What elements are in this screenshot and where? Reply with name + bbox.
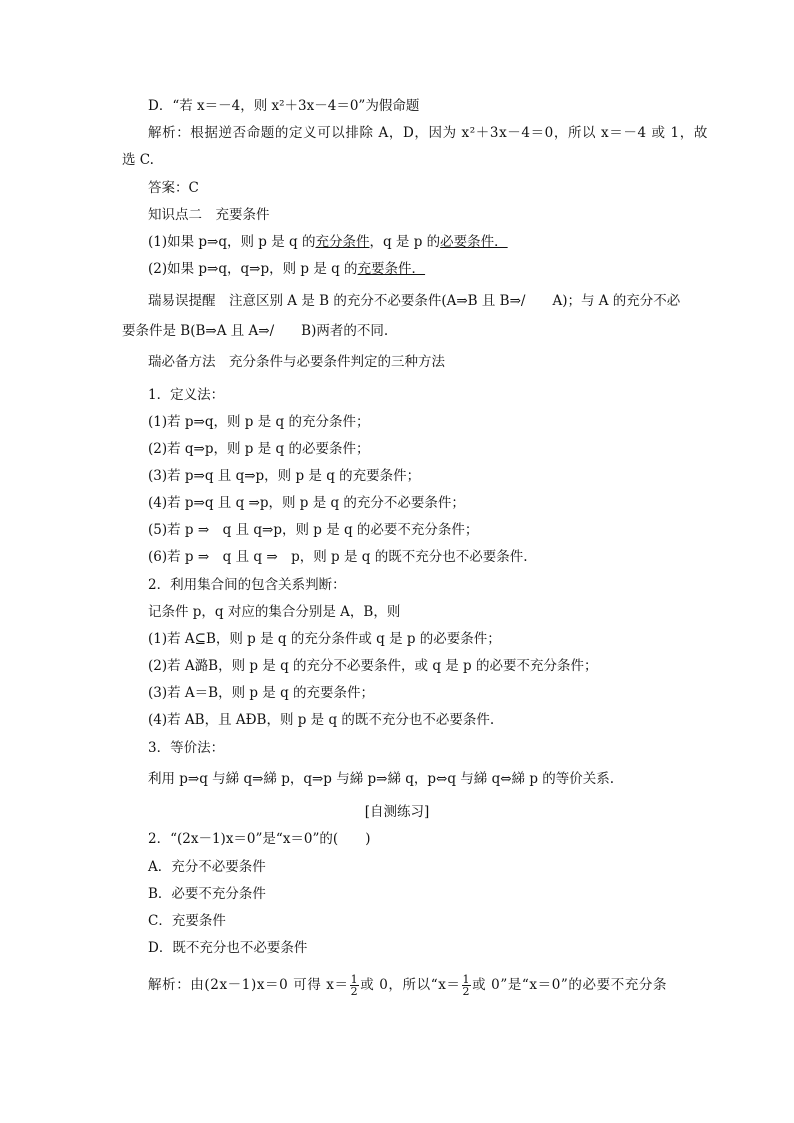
method-1-item-4: (4)若 p⇒q 且 q ⇒p，则 p 是 q 的充分不必要条件； [148, 495, 465, 511]
error-reminder-line-2: 要条件是 B(B⇒A 且 A⇒/ B)两者的不同. [122, 323, 389, 339]
fraction-denominator: 2 [462, 985, 471, 998]
method-1-item-6: (6)若 p ⇒ q 且 q ⇒ p，则 p 是 q 的既不充分也不必要条件. [148, 549, 528, 565]
fraction-denominator: 2 [350, 985, 359, 998]
knowledge-point-2-title: 知识点二 充要条件 [148, 207, 270, 223]
method-3-title: 3．等价法： [148, 740, 225, 756]
fraction-one-half-1 [350, 974, 360, 997]
kp2-item-1-mid: ，q 是 p 的 [369, 234, 441, 250]
analysis-2 [148, 974, 667, 997]
kp2-item-1-pre: (1)如果 p⇒q，则 p 是 q 的 [148, 234, 316, 250]
kp2-item-1 [148, 233, 508, 251]
method-2-item-2: (2)若 A潞B，则 p 是 q 的充分不必要条件，或 q 是 p 的必要不充分条件； [148, 658, 598, 674]
analysis-1-line-2: 选 C. [122, 152, 154, 168]
method-2-title: 2．利用集合间的包含关系判断： [148, 577, 346, 593]
method-3-body: 利用 p⇒q 与綈 q⇒綈 p，q⇒p 与綈 p⇒綈 q，p⇔q 与綈 q⇔綈 p 的等价关系. [148, 771, 615, 787]
method-1-item-1: (1)若 p⇒q，则 p 是 q 的充分条件； [148, 414, 370, 430]
method-1-item-3: (3)若 p⇒q 且 q⇒p，则 p 是 q 的充要条件； [148, 468, 421, 484]
question-2: 2．“(2x－1)x＝0”是“x＝0”的( ) [148, 831, 371, 847]
error-reminder-line-1: 瑞易误提醒 注意区别 A 是 B 的充分不必要条件(A⇒B 且 B⇒/ A)；与 A 的充分不必 [148, 293, 681, 309]
kp2-item-1-blank-2: 必要条件． [440, 234, 508, 250]
method-title: 瑞必备方法 充分条件与必要条件判定的三种方法 [148, 354, 445, 370]
analysis-2-part-2: 或 0，所以“x＝ [360, 977, 461, 993]
fraction-one-half-2 [462, 974, 472, 997]
method-1-item-5: (5)若 p ⇒ q 且 q⇒p，则 p 是 q 的必要不充分条件； [148, 522, 479, 538]
kp2-item-1-blank-1: 充分条件 [315, 234, 370, 250]
analysis-1-line-1: 解析：根据逆否命题的定义可以排除 A，D，因为 x²＋3x－4＝0，所以 x＝－4 或 1，故 [148, 125, 708, 141]
kp2-item-2-pre: (2)如果 p⇒q，q⇒p，则 p 是 q 的 [148, 261, 358, 277]
question-2-option-d: D．既不充分也不必要条件 [148, 940, 308, 956]
method-2-item-4: (4)若 AB，且 AÐB，则 p 是 q 的既不充分也不必要条件. [148, 712, 495, 728]
question-2-option-a: A．充分不必要条件 [148, 859, 266, 875]
method-2-item-3: (3)若 A＝B，则 p 是 q 的充要条件； [148, 685, 375, 701]
kp2-item-2 [148, 260, 425, 278]
kp2-item-2-blank: 充要条件． [357, 261, 426, 277]
option-d-previous: D．“若 x＝－4，则 x²＋3x－4＝0”为假命题 [148, 98, 420, 114]
question-2-option-b: B．必要不充分条件 [148, 886, 266, 902]
question-2-option-c: C．充要条件 [148, 913, 226, 929]
fraction-numerator: 1 [462, 973, 471, 986]
analysis-2-part-1: 解析：由(2x－1)x＝0 可得 x＝ [148, 977, 349, 993]
answer: 答案：C [148, 180, 199, 196]
method-2-item-1: (1)若 A⊆B，则 p 是 q 的充分条件或 q 是 p 的必要条件； [148, 631, 501, 647]
method-2-intro: 记条件 p，q 对应的集合分别是 A，B，则 [148, 604, 401, 620]
method-1-item-2: (2)若 q⇒p，则 p 是 q 的必要条件； [148, 441, 370, 457]
analysis-2-part-3: 或 0”是“x＝0”的必要不充分条 [472, 977, 668, 993]
fraction-numerator: 1 [350, 973, 359, 986]
self-test-heading: [自测练习] [364, 804, 430, 820]
method-1-title: 1．定义法： [148, 387, 225, 403]
